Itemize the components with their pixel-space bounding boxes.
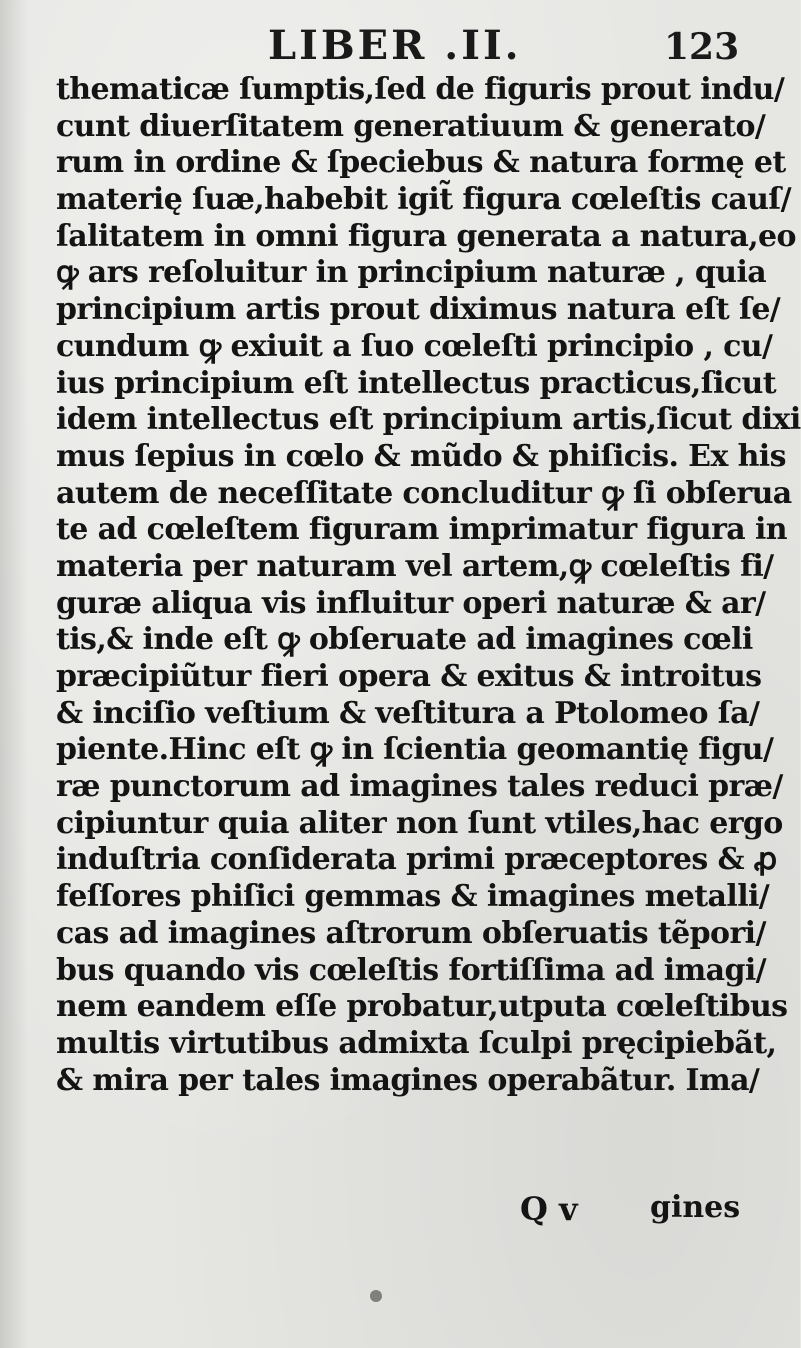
page-header	[0, 22, 800, 70]
text-line: cundum ꝙ exiuit a ſuo cœleſti principio , cu/	[56, 328, 773, 364]
text-line: præcipiũtur fieri opera & exitus & introitus	[56, 659, 762, 694]
text-line: guræ aliqua vis influitur operi naturæ & ar/	[56, 585, 766, 621]
text-line: ꝙ ars reſoluitur in principium naturæ , quia	[56, 255, 767, 291]
running-head: LIBER .II.	[268, 22, 522, 69]
text-line: tis,& inde eſt ꝙ obſeruate ad imagines cœli	[56, 622, 753, 658]
text-line: piente.Hinc eſt ꝙ in ſcientia geomantię figu/	[56, 732, 774, 768]
text-line: principium artis prout diximus natura eſt ſe/	[56, 292, 781, 328]
text-line: induſtria conſiderata primi præceptores & ꝓ	[56, 842, 777, 878]
text-line: cas ad imagines aſtrorum obſeruatis tẽpori/	[56, 915, 766, 951]
text-block	[56, 72, 801, 1099]
text-line: ius principium eſt intellectus practicus,ſicut	[56, 365, 776, 401]
text-line: autem de neceſſitate concluditur ꝙ ſi obſerua	[56, 475, 792, 511]
text-line: nem eandem eſſe probatur,utputa cœleſtibus	[56, 989, 788, 1025]
signature-mark: Q v	[520, 1190, 578, 1228]
catchline	[520, 1190, 741, 1230]
text-line: idem intellectus eſt principium artis,ſicut dixi	[56, 402, 801, 438]
catchword: gines	[650, 1190, 741, 1225]
text-line: multis virtutibus admixta ſculpi pręcipiebãt,	[56, 1025, 777, 1061]
text-line: feſſores phiſici gemmas & imagines metalli/	[56, 879, 770, 915]
text-line: ſalitatem in omni figura generata a natura,eo	[56, 218, 796, 254]
text-line: materię ſuæ,habebit igit̃ figura cœleſtis cauſ/	[56, 182, 791, 218]
gutter-shadow	[0, 0, 28, 1348]
text-line: materia per naturam vel artem,ꝙ cœleſtis fi/	[56, 548, 774, 584]
text-line: thematicæ ſumptis,ſed de figuris prout indu/	[56, 72, 785, 107]
text-line: ræ punctorum ad imagines tales reduci præ/	[56, 769, 783, 805]
text-line: bus quando vis cœleſtis fortiſſima ad imagi/	[56, 952, 767, 988]
text-line: rum in ordine & ſpeciebus & natura formę et	[56, 145, 786, 181]
text-line: & mira per tales imagines operabãtur. Ima/	[56, 1062, 760, 1098]
text-line: & inciſio veſtium & veſtitura a Ptolomeo ſa/	[56, 695, 760, 731]
text-line: te ad cœleſtem figuram imprimatur figura in	[56, 512, 787, 548]
text-line: cipiuntur quia aliter non ſunt vtiles,hac ergo	[56, 805, 783, 841]
text-line: cunt diuerſitatem generatiuum & generato/	[56, 108, 766, 144]
page-number: 123	[664, 26, 740, 68]
text-line: mus ſepius in cœlo & mũdo & phiſicis. Ex his	[56, 438, 786, 474]
ink-speck	[370, 1290, 382, 1302]
